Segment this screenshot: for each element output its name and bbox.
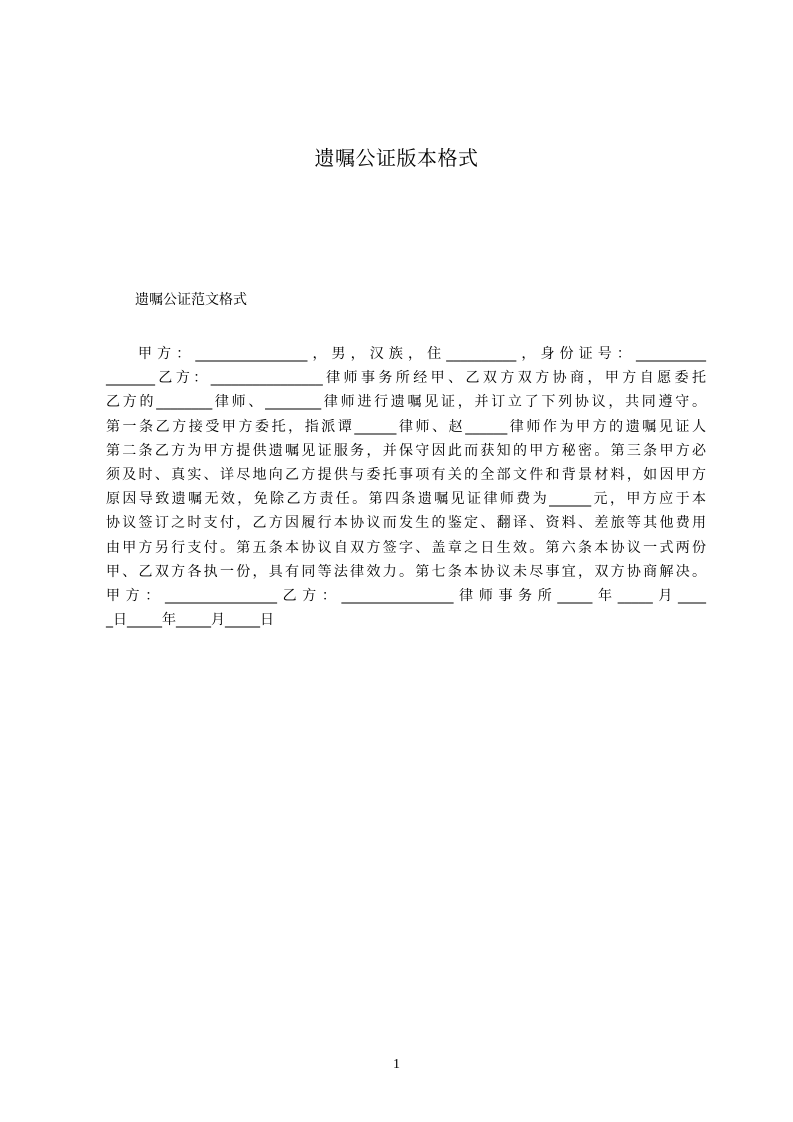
body-line: 乙方的________律师、________律师进行遗嘱见证，并订立了下列协议，共同遵守。 — [106, 394, 706, 411]
body-line: 甲方：________________，男，汉族，住__________，身份证号：__________ — [138, 346, 706, 362]
document-title: 遗嘱公证版本格式 — [314, 146, 479, 170]
body-line: _日_____年_____月_____日 — [106, 612, 274, 629]
body-line: 第二条乙方为甲方提供遗嘱见证服务，并保守因此而获知的甲方秘密。第三条甲方必 — [106, 442, 706, 459]
body-line: 协议签订之时支付，乙方因履行本协议而发生的鉴定、翻译、资料、差旅等其他费用 — [106, 515, 706, 532]
body-line: _______乙方：________________律师事务所经甲、乙双方双方协商，甲方自愿委托 — [106, 370, 706, 387]
body-line: 甲方：________________乙方：________________律师事务所_____年_____月____ — [106, 587, 706, 604]
body-line: 第一条乙方接受甲方委托，指派谭______律师、赵______律师作为甲方的遗嘱见证人 — [106, 418, 706, 435]
body-line: 须及时、真实、详尽地向乙方提供与委托事项有关的全部文件和背景材料，如因甲方 — [106, 466, 706, 483]
body-line: 由甲方另行支付。第五条本协议自双方签字、盖章之日生效。第六条本协议一式两份 — [106, 539, 706, 556]
body-line: 甲、乙双方各执一份，具有同等法律效力。第七条本协议未尽事宜，双方协商解决。 — [106, 563, 706, 580]
body-line: 原因导致遗嘱无效，免除乙方责任。第四条遗嘱见证律师费为______元，甲方应于本 — [106, 491, 706, 508]
document-subtitle: 遗嘱公证范文格式 — [135, 292, 247, 308]
agreement-body — [106, 342, 706, 632]
page-number: 1 — [393, 1057, 400, 1072]
